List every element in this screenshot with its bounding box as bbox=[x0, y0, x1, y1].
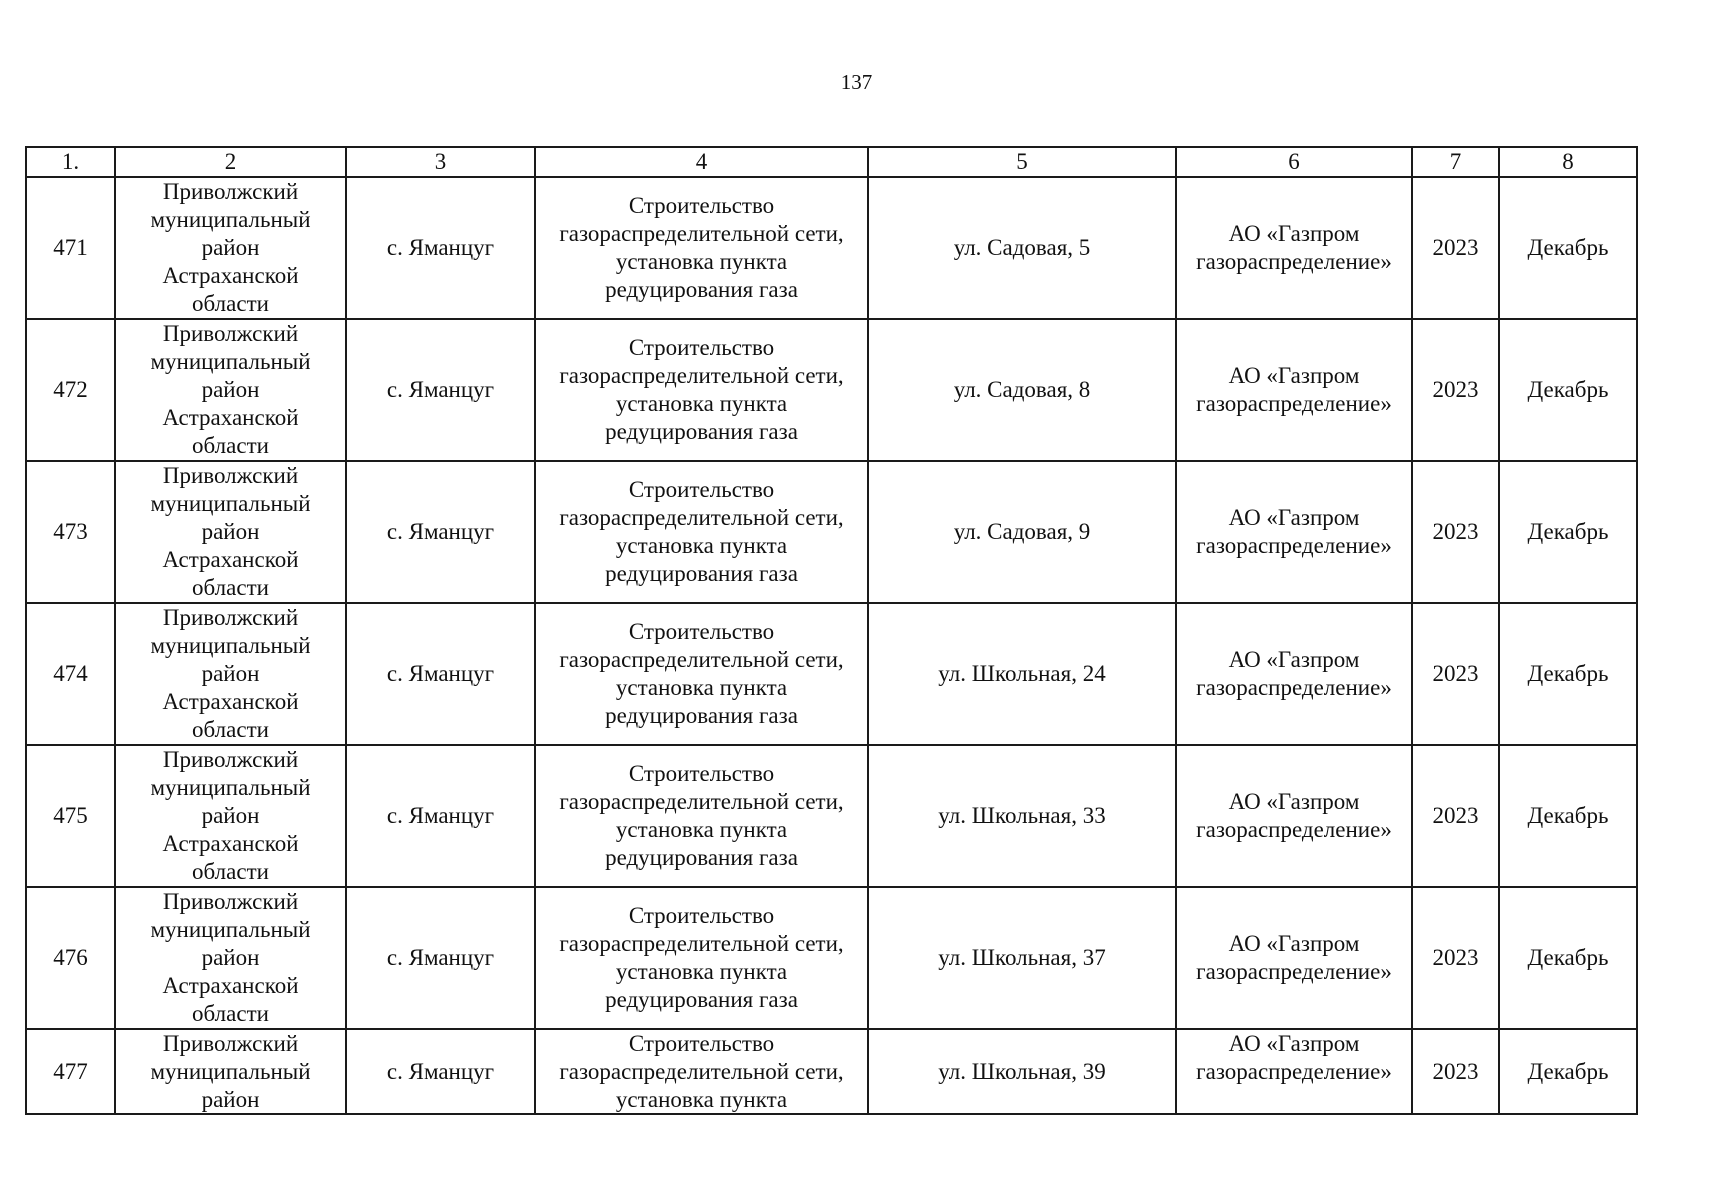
table-body bbox=[26, 177, 1637, 1114]
row-number-cell: 471 bbox=[26, 177, 115, 319]
district-cell-line: район bbox=[201, 377, 260, 402]
table-row bbox=[26, 745, 1637, 887]
work-description-cell-line: редуцирования газа bbox=[605, 987, 798, 1012]
district-cell-line: район bbox=[201, 945, 260, 970]
district-cell bbox=[115, 745, 346, 887]
work-description-cell-line: Строительство bbox=[628, 477, 775, 502]
district-cell-line: район bbox=[201, 1087, 260, 1112]
organization-cell-line: газораспределение» bbox=[1196, 959, 1392, 984]
table-header bbox=[26, 147, 1637, 177]
column-header-4: 4 bbox=[535, 147, 868, 177]
document-table bbox=[25, 146, 1638, 1115]
work-description-cell bbox=[535, 461, 868, 603]
address-cell: ул. Школьная, 39 bbox=[868, 1029, 1176, 1114]
organization-cell-line: АО «Газпром bbox=[1228, 363, 1360, 388]
column-header-5: 5 bbox=[868, 147, 1176, 177]
organization-cell-line: АО «Газпром bbox=[1228, 505, 1360, 530]
organization-cell-line: газораспределение» bbox=[1196, 249, 1392, 274]
organization-cell bbox=[1176, 461, 1412, 603]
month-cell: Декабрь bbox=[1499, 745, 1637, 887]
district-cell-line: области bbox=[192, 1001, 269, 1026]
organization-cell-line: газораспределение» bbox=[1196, 533, 1392, 558]
district-cell-line: район bbox=[201, 519, 260, 544]
address-cell: ул. Школьная, 24 bbox=[868, 603, 1176, 745]
district-cell-line: Астраханской bbox=[162, 973, 299, 998]
year-cell: 2023 bbox=[1412, 745, 1499, 887]
month-cell: Декабрь bbox=[1499, 461, 1637, 603]
table-row bbox=[26, 319, 1637, 461]
district-cell-line: район bbox=[201, 235, 260, 260]
organization-cell bbox=[1176, 603, 1412, 745]
organization-cell bbox=[1176, 887, 1412, 1029]
district-cell-line: Приволжский bbox=[162, 747, 299, 772]
work-description-cell-line: Строительство bbox=[628, 619, 775, 644]
work-description-cell-line: газораспределительной сети, bbox=[559, 221, 844, 246]
district-cell bbox=[115, 603, 346, 745]
column-header-6: 6 bbox=[1176, 147, 1412, 177]
district-cell-line: Астраханской bbox=[162, 547, 299, 572]
year-cell: 2023 bbox=[1412, 887, 1499, 1029]
work-description-cell-line: установка пункта bbox=[615, 675, 788, 700]
address-cell: ул. Школьная, 37 bbox=[868, 887, 1176, 1029]
district-cell bbox=[115, 319, 346, 461]
district-cell-line: Приволжский bbox=[162, 321, 299, 346]
district-cell-line: муниципальный bbox=[150, 775, 311, 800]
work-description-cell-line: газораспределительной сети, bbox=[559, 1059, 844, 1084]
column-header-7: 7 bbox=[1412, 147, 1499, 177]
district-cell-line: Астраханской bbox=[162, 689, 299, 714]
district-cell-line: Приволжский bbox=[162, 463, 299, 488]
organization-cell bbox=[1176, 319, 1412, 461]
work-description-cell bbox=[535, 603, 868, 745]
district-cell-line: Астраханской bbox=[162, 831, 299, 856]
district-cell-line: Приволжский bbox=[162, 605, 299, 630]
district-cell-line: области bbox=[192, 291, 269, 316]
work-description-cell-line: редуцирования газа bbox=[605, 561, 798, 586]
district-cell bbox=[115, 177, 346, 319]
column-header-8: 8 bbox=[1499, 147, 1637, 177]
district-cell-line: Приволжский bbox=[162, 889, 299, 914]
work-description-cell-line: Строительство bbox=[628, 761, 775, 786]
page-number: 137 bbox=[840, 70, 873, 94]
organization-cell bbox=[1176, 1029, 1412, 1114]
work-description-cell-line: установка пункта bbox=[615, 959, 788, 984]
address-cell: ул. Садовая, 5 bbox=[868, 177, 1176, 319]
work-description-cell-line: газораспределительной сети, bbox=[559, 363, 844, 388]
district-cell-line: муниципальный bbox=[150, 917, 311, 942]
work-description-cell bbox=[535, 745, 868, 887]
work-description-cell bbox=[535, 1029, 868, 1114]
year-cell: 2023 bbox=[1412, 319, 1499, 461]
district-cell-line: муниципальный bbox=[150, 491, 311, 516]
year-cell: 2023 bbox=[1412, 461, 1499, 603]
work-description-cell-line: установка пункта bbox=[615, 249, 788, 274]
district-cell bbox=[115, 461, 346, 603]
work-description-cell-line: установка пункта bbox=[615, 817, 788, 842]
work-description-cell-line: установка пункта bbox=[615, 391, 788, 416]
row-number-cell: 473 bbox=[26, 461, 115, 603]
organization-cell-line: газораспределение» bbox=[1196, 1059, 1392, 1084]
table-row bbox=[26, 1029, 1637, 1114]
organization-cell-line: АО «Газпром bbox=[1228, 789, 1360, 814]
month-cell: Декабрь bbox=[1499, 177, 1637, 319]
settlement-cell: с. Яманцуг bbox=[346, 1029, 535, 1114]
district-cell-line: муниципальный bbox=[150, 1059, 311, 1084]
district-cell-line: области bbox=[192, 433, 269, 458]
organization-cell-line: газораспределение» bbox=[1196, 675, 1392, 700]
district-cell-line: муниципальный bbox=[150, 633, 311, 658]
organization-cell-line: АО «Газпром bbox=[1228, 647, 1360, 672]
settlement-cell: с. Яманцуг bbox=[346, 177, 535, 319]
work-description-cell-line: редуцирования газа bbox=[605, 845, 798, 870]
row-number-cell: 475 bbox=[26, 745, 115, 887]
district-cell-line: Приволжский bbox=[162, 179, 299, 204]
address-cell: ул. Садовая, 9 bbox=[868, 461, 1176, 603]
settlement-cell: с. Яманцуг bbox=[346, 603, 535, 745]
work-description-cell-line: газораспределительной сети, bbox=[559, 931, 844, 956]
work-description-cell-line: газораспределительной сети, bbox=[559, 647, 844, 672]
district-cell-line: Астраханской bbox=[162, 263, 299, 288]
work-description-cell-line: редуцирования газа bbox=[605, 419, 798, 444]
work-description-cell-line: Строительство bbox=[628, 1031, 775, 1056]
row-number-cell: 474 bbox=[26, 603, 115, 745]
column-header-2: 2 bbox=[115, 147, 346, 177]
settlement-cell: с. Яманцуг bbox=[346, 745, 535, 887]
settlement-cell: с. Яманцуг bbox=[346, 461, 535, 603]
work-description-cell bbox=[535, 319, 868, 461]
year-cell: 2023 bbox=[1412, 177, 1499, 319]
organization-cell-line: АО «Газпром bbox=[1228, 221, 1360, 246]
district-cell-line: области bbox=[192, 859, 269, 884]
address-cell: ул. Школьная, 33 bbox=[868, 745, 1176, 887]
organization-cell bbox=[1176, 177, 1412, 319]
organization-cell-line: газораспределение» bbox=[1196, 391, 1392, 416]
month-cell: Декабрь bbox=[1499, 319, 1637, 461]
table-row bbox=[26, 603, 1637, 745]
organization-cell-line: АО «Газпром bbox=[1228, 1031, 1360, 1056]
district-cell-line: район bbox=[201, 803, 260, 828]
month-cell: Декабрь bbox=[1499, 887, 1637, 1029]
year-cell: 2023 bbox=[1412, 1029, 1499, 1114]
district-cell-line: области bbox=[192, 575, 269, 600]
district-cell-line: Астраханской bbox=[162, 405, 299, 430]
work-description-cell-line: редуцирования газа bbox=[605, 703, 798, 728]
header-row bbox=[26, 147, 1637, 177]
district-cell bbox=[115, 887, 346, 1029]
district-cell-line: муниципальный bbox=[150, 349, 311, 374]
work-description-cell-line: Строительство bbox=[628, 903, 775, 928]
table-row bbox=[26, 887, 1637, 1029]
address-cell: ул. Садовая, 8 bbox=[868, 319, 1176, 461]
settlement-cell: с. Яманцуг bbox=[346, 887, 535, 1029]
work-description-cell-line: Строительство bbox=[628, 335, 775, 360]
column-header-3: 3 bbox=[346, 147, 535, 177]
row-number-cell: 472 bbox=[26, 319, 115, 461]
work-description-cell-line: установка пункта bbox=[615, 533, 788, 558]
month-cell: Декабрь bbox=[1499, 1029, 1637, 1114]
district-cell-line: Приволжский bbox=[162, 1031, 299, 1056]
organization-cell-line: газораспределение» bbox=[1196, 817, 1392, 842]
work-description-cell bbox=[535, 177, 868, 319]
table-row bbox=[26, 461, 1637, 603]
work-description-cell-line: Строительство bbox=[628, 193, 775, 218]
district-cell-line: области bbox=[192, 717, 269, 742]
month-cell: Декабрь bbox=[1499, 603, 1637, 745]
year-cell: 2023 bbox=[1412, 603, 1499, 745]
work-description-cell bbox=[535, 887, 868, 1029]
column-header-1: 1. bbox=[26, 147, 115, 177]
row-number-cell: 476 bbox=[26, 887, 115, 1029]
work-description-cell-line: газораспределительной сети, bbox=[559, 505, 844, 530]
settlement-cell: с. Яманцуг bbox=[346, 319, 535, 461]
table-row bbox=[26, 177, 1637, 319]
district-cell-line: муниципальный bbox=[150, 207, 311, 232]
organization-cell-line: АО «Газпром bbox=[1228, 931, 1360, 956]
row-number-cell: 477 bbox=[26, 1029, 115, 1114]
organization-cell bbox=[1176, 745, 1412, 887]
district-cell bbox=[115, 1029, 346, 1114]
work-description-cell-line: редуцирования газа bbox=[605, 277, 798, 302]
work-description-cell-line: установка пункта bbox=[615, 1087, 788, 1112]
district-cell-line: район bbox=[201, 661, 260, 686]
work-description-cell-line: газораспределительной сети, bbox=[559, 789, 844, 814]
